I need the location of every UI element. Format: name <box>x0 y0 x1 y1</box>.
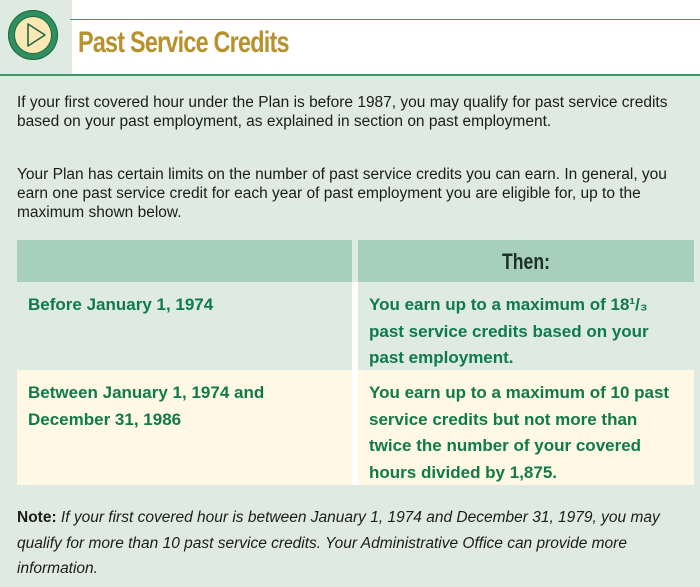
intro-paragraph-1: If your first covered hour under the Plan is before 1987, you may qualify for past service credits based on your past employment, as explained in section on past employment. <box>17 94 668 130</box>
table-row-2-condition: Between January 1, 1974 and December 31, 1986 <box>17 370 352 485</box>
note <box>17 505 687 582</box>
table-header-left <box>17 240 352 282</box>
table-header-then <box>358 240 694 282</box>
table-row-1-result: You earn up to a maximum of 18¹/₃ past service credits based on your past employment. <box>358 282 694 370</box>
intro-paragraph-2: Your Plan has certain limits on the number of past service credits you can earn. In general, you earn one past service credit for each year of past employment you are eligible for, up to the maximum shown below. <box>17 166 667 221</box>
section-header <box>0 0 700 75</box>
then-label: Then: <box>502 249 550 274</box>
page-title: Past Service Credits <box>78 26 289 59</box>
icon-badge <box>0 0 72 75</box>
play-icon <box>8 10 58 60</box>
table-row-1-condition: Before January 1, 1974 <box>17 282 352 370</box>
table-row-2-result: You earn up to a maximum of 10 past service credits but not more than twice the number of your covered hours divided by 1,875. <box>358 370 694 485</box>
note-text: If your first covered hour is between January 1, 1974 and December 31, 1979, you may qualify for more than 10 past service credits. Your Administrative Office can provide more information. <box>17 509 660 577</box>
note-label: Note: <box>17 509 57 526</box>
